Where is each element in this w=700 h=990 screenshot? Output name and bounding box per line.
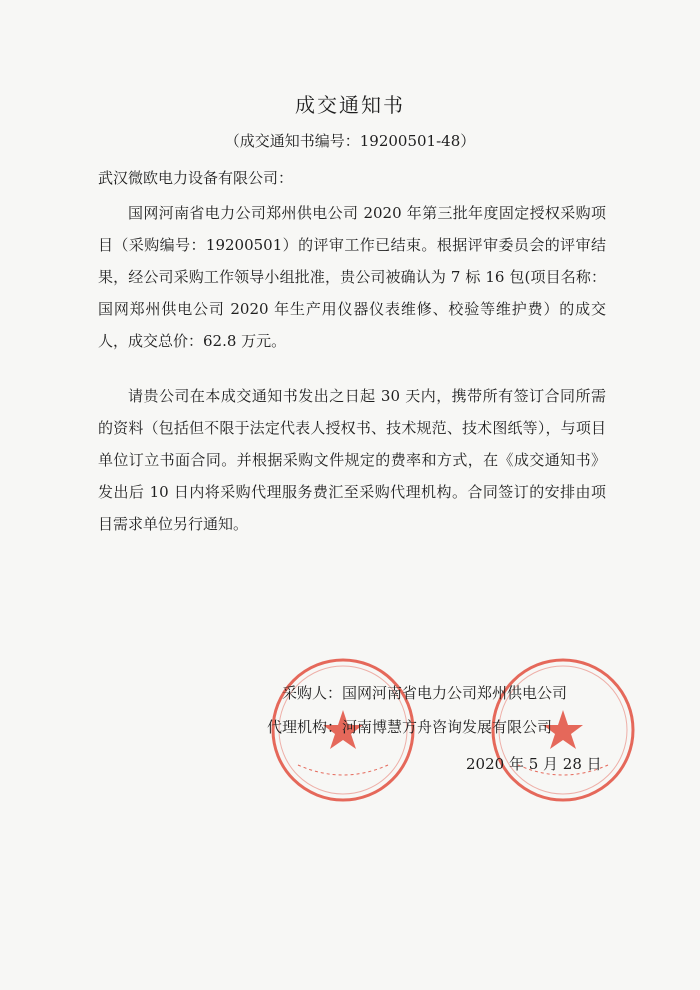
agent-line: 代理机构：河南博慧方舟咨询发展有限公司 bbox=[267, 718, 553, 736]
issue-date: 2020 年 5 月 28 日 bbox=[466, 755, 602, 773]
body-paragraph-1: 国网河南省电力公司郑州供电公司 2020 年第三批年度固定授权采购项目（采购编号：19200501）的评审工作已结束。根据评审委员会的评审结果，经公司采购工作领导小组批准，贵公司被确认为 7 标 16 包(项目名称：国网郑州供电公司 2020 年生产用仪器仪表维修、校验等维护费）的成交人，成交总价：62.8 万元。 bbox=[98, 204, 606, 350]
document-title: 成交通知书 bbox=[295, 93, 405, 117]
recipient-line: 武汉微欧电力设备有限公司： bbox=[98, 169, 294, 187]
buyer-line: 采购人：国网河南省电力公司郑州供电公司 bbox=[282, 684, 568, 702]
body-paragraph-2: 请贵公司在本成交通知书发出之日起 30 天内，携带所有签订合同所需的资料（包括但不限于法定代表人授权书、技术规范、技术图纸等），与项目单位订立书面合同。并根据采购文件规定的费率和方式，在《成交通知书》发出后 10 日内将采购代理服务费汇至采购代理机构。合同签订的安排由项目需求单位另行通知。 bbox=[98, 387, 606, 533]
notice-number: （成交通知书编号：19200501-48） bbox=[224, 132, 476, 150]
